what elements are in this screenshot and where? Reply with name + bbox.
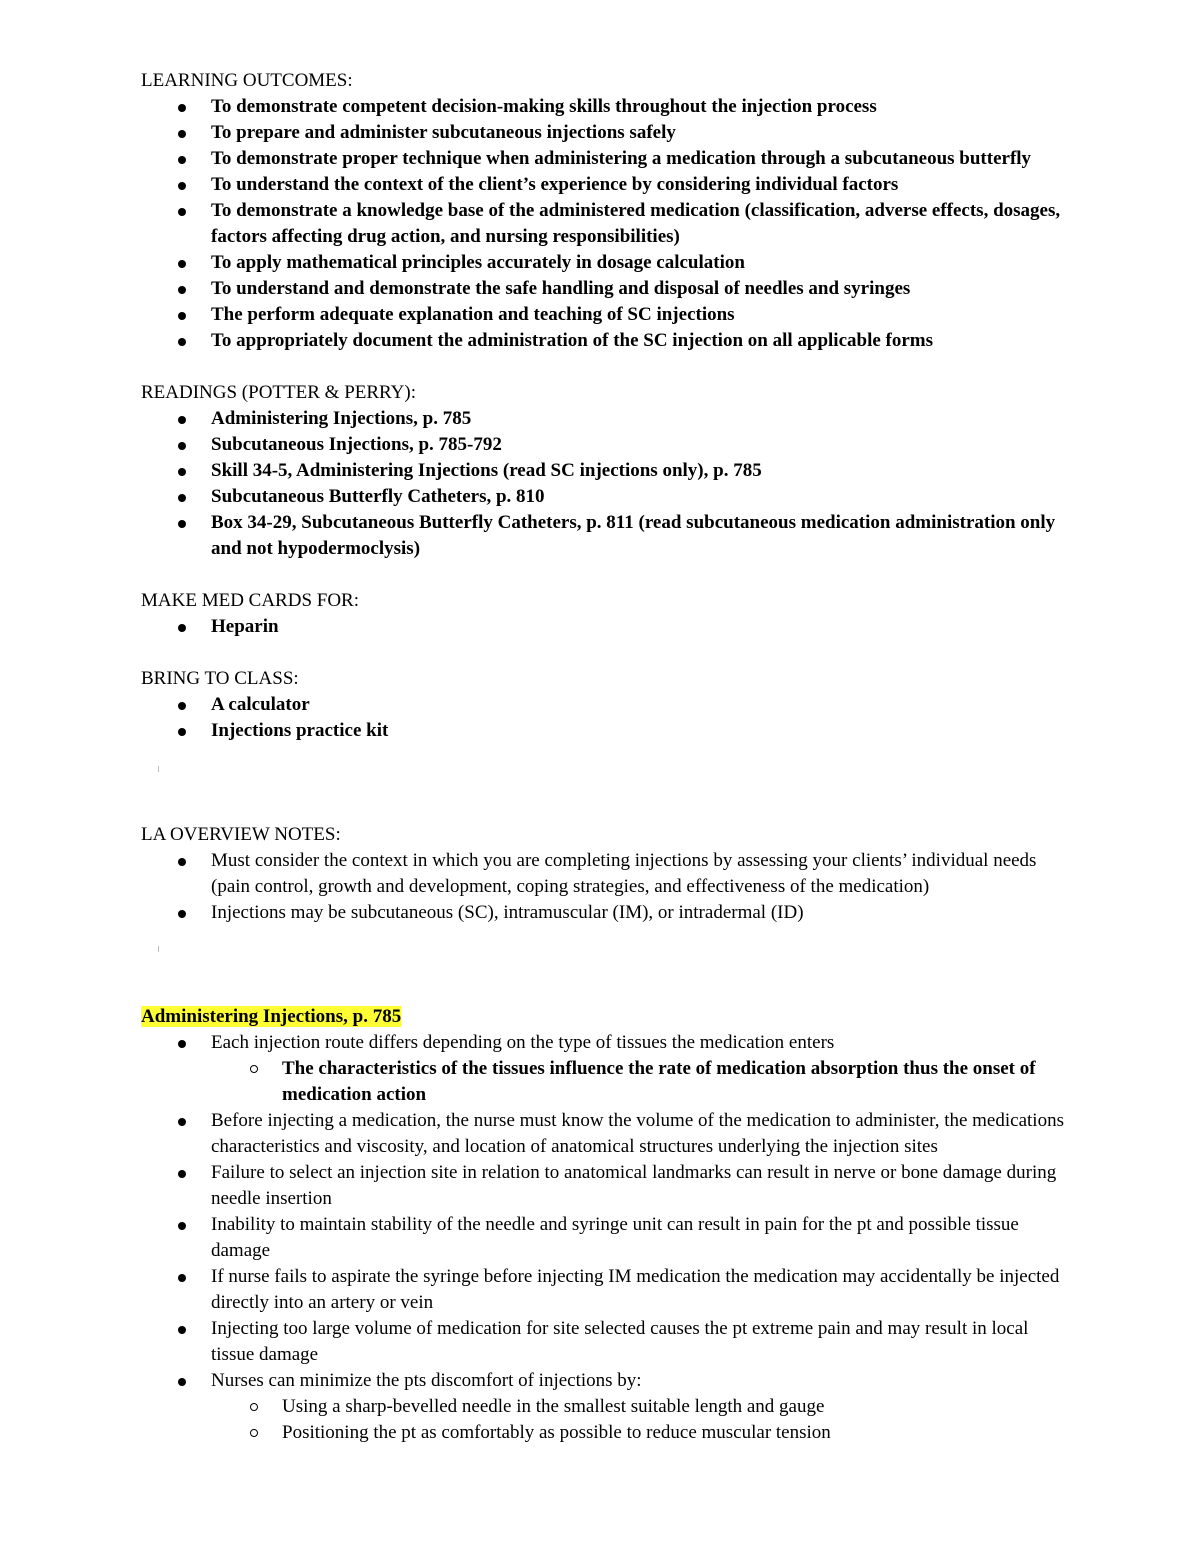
list-item: A calculator (141, 692, 1071, 718)
readings-list (141, 406, 1071, 562)
list-item: Injections may be subcutaneous (SC), intramuscular (IM), or intradermal (ID) (141, 900, 1071, 926)
sub-list (211, 1056, 1071, 1108)
spacer (141, 562, 1071, 588)
learning-outcomes-section (141, 68, 1071, 354)
list-item: To demonstrate proper technique when administering a medication through a subcutaneous butterfly (141, 146, 1071, 172)
spacer (141, 640, 1071, 666)
highlighted-heading: Administering Injections, p. 785 (141, 1006, 402, 1027)
list-item: To understand and demonstrate the safe handling and disposal of needles and syringes (141, 276, 1071, 302)
document-page (141, 68, 1071, 1446)
learning-outcomes-heading: LEARNING OUTCOMES: (141, 70, 353, 91)
spacer (141, 744, 1071, 822)
bring-to-class-list (141, 692, 1071, 744)
list-item: The perform adequate explanation and teaching of SC injections (141, 302, 1071, 328)
readings-section (141, 380, 1071, 562)
readings-heading: READINGS (POTTER & PERRY): (141, 382, 416, 403)
list-item-text: Each injection route differs depending on the type of tissues the medication enters (211, 1032, 835, 1053)
overview-section (141, 822, 1071, 926)
spacer (141, 354, 1071, 380)
med-cards-list (141, 614, 1071, 640)
list-item: Inability to maintain stability of the needle and syringe unit can result in pain for the pt and possible tissue damage (141, 1212, 1071, 1264)
list-item: To understand the context of the client’s experience by considering individual factors (141, 172, 1071, 198)
list-item: To apply mathematical principles accurately in dosage calculation (141, 250, 1071, 276)
list-item: To demonstrate competent decision-making skills throughout the injection process (141, 94, 1071, 120)
list-item: If nurse fails to aspirate the syringe before injecting IM medication the medication may accidentally be injected directly into an artery or vein (141, 1264, 1071, 1316)
administering-section (141, 1004, 1071, 1446)
list-item: Skill 34-5, Administering Injections (read SC injections only), p. 785 (141, 458, 1071, 484)
list-item: Injecting too large volume of medication for site selected causes the pt extreme pain and may result in local tissue damage (141, 1316, 1071, 1368)
list-item: Heparin (141, 614, 1071, 640)
list-item: Subcutaneous Injections, p. 785-792 (141, 432, 1071, 458)
overview-list (141, 848, 1071, 926)
list-item: To prepare and administer subcutaneous injections safely (141, 120, 1071, 146)
overview-heading: LA OVERVIEW NOTES: (141, 824, 341, 845)
administering-list (141, 1030, 1071, 1446)
list-item: Failure to select an injection site in relation to anatomical landmarks can result in nerve or bone damage during needle insertion (141, 1160, 1071, 1212)
list-item-text: Nurses can minimize the pts discomfort of injections by: (211, 1370, 642, 1391)
med-cards-section (141, 588, 1071, 640)
sub-list (211, 1394, 1071, 1446)
med-cards-heading: MAKE MED CARDS FOR: (141, 590, 360, 611)
list-item: Subcutaneous Butterfly Catheters, p. 810 (141, 484, 1071, 510)
list-item: Injections practice kit (141, 718, 1071, 744)
sub-list-item: Using a sharp-bevelled needle in the smallest suitable length and gauge (211, 1394, 1071, 1420)
spacer (141, 926, 1071, 1004)
bring-to-class-heading: BRING TO CLASS: (141, 668, 299, 689)
list-item: Administering Injections, p. 785 (141, 406, 1071, 432)
sub-list-item: The characteristics of the tissues influence the rate of medication absorption thus the onset of medication action (211, 1056, 1071, 1108)
list-item: Before injecting a medication, the nurse must know the volume of the medication to administer, the medications characteristics and viscosity, and location of anatomical structures underlying the injection sites (141, 1108, 1071, 1160)
list-item: Box 34-29, Subcutaneous Butterfly Catheters, p. 811 (read subcutaneous medication administration only and not hypodermoclysis) (141, 510, 1071, 562)
sub-list-item: Positioning the pt as comfortably as possible to reduce muscular tension (211, 1420, 1071, 1446)
list-item: Must consider the context in which you are completing injections by assessing your clients’ individual needs (pain control, growth and development, coping strategies, and effectiveness of the medication) (141, 848, 1071, 900)
administering-heading (141, 1004, 1071, 1030)
list-item: To demonstrate a knowledge base of the administered medication (classification, adverse effects, dosages, factors affecting drug action, and nursing responsibilities) (141, 198, 1071, 250)
list-item (141, 1368, 1071, 1446)
list-item (141, 1030, 1071, 1108)
bring-to-class-section (141, 666, 1071, 744)
learning-outcomes-list (141, 94, 1071, 354)
list-item: To appropriately document the administration of the SC injection on all applicable forms (141, 328, 1071, 354)
